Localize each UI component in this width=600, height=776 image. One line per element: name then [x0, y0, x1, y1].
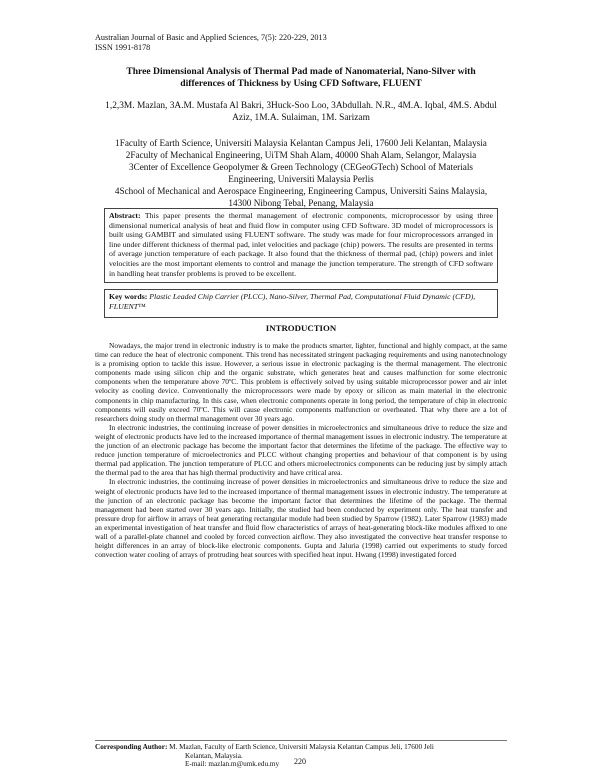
abstract-label: Abstract:	[109, 211, 141, 220]
body-paragraph: Nowadays, the major trend in electronic industry is to make the products smarter, lighter, functional and highly compact, at the same time can reduce the heat of electronic component. This trend has necessitated stringent packaging requirements and using nanotechnology is a promising option to tackle this issue. However, a serious issue in electronic packaging is the thermal management. The electronic components made using silicon chip and the organic substrate, which generates heat and causes malfunction for some electronic components when the temperature above 70ºC. This problem is effectively solved by using suitable microprocessor power and air inlet velocity as cooling device. Conventionally the microprocessors were made by epoxy or silicon as main material in the electronic components in chip manufacturing. In this case, when electronic components operate in long period, the temperature of chip in electronic components will easily exceed 70ºC. This will cause electronic components malfunction or overheated. That why there are a lot of researchers doing study on thermal management over 30 years ago.	[95, 341, 507, 423]
affiliation-line: 14300 Nibong Tebal, Penang, Malaysia	[228, 198, 374, 208]
abstract-box	[104, 208, 498, 283]
journal-issn: ISSN 1991-8178	[95, 43, 151, 52]
keywords-box	[104, 289, 498, 318]
affiliation-line: 1Faculty of Earth Science, Universiti Malaysia Kelantan Campus Jeli, 17600 Jeli Kelantan, Malaysia	[115, 138, 487, 148]
page-number: 220	[294, 757, 306, 766]
footnote-divider	[95, 740, 507, 741]
authors-line-1: 1,2,3M. Mazlan, 3A.M. Mustafa Al Bakri, 3Huck-Soo Loo, 3Abdullah. N.R., 4M.A. Iqbal, 4M.S. Abdul	[105, 101, 497, 111]
abstract-text: This paper presents the thermal management of electronic components, microprocessor by using three dimensional numerical analysis of heat and fluid flow in computer using CFD Software. 3D model of microprocessors is built using GAMBIT and simulated using FLUENT software. The study was made for four microprocessors arranged in line under different thickness of thermal pad, inlet velocities and package (chip) powers. The results are presented in terms of average junction temperature of each package. It also found that the thickness of thermal pad, (chip) powers and inlet velocities are the most important elements to control and manage the junction temperature. The strength of CFD software in handling heat transfer problems is proved to be excellent.	[109, 211, 493, 278]
title-line-2: differences of Thickness by Using CFD Software, FLUENT	[180, 77, 422, 89]
keywords-label: Key words:	[109, 292, 148, 301]
affiliation-line: 3Center of Excellence Geopolymer & Green Technology (CEGeoGTech) School of Materials	[129, 162, 473, 172]
body-paragraph: In electronic industries, the continuing increase of power densities in microelectronics and simultaneous drive to reduce the size and weight of electronic products have led to the increased importance of thermal management issues in electronic industry. The temperature at the junction of an electronic package has become the important factor that determines the lifetime of the package. The thermal management had been started over 30 years ago. Initially, the studied had been conducted by experiment only. The heat transfer and pressure drop for airflow in arrays of heat generating rectangular module had been studied by Sparrow (1982). Later Sparrow (1983) made an experimental investigation of heat transfer and fluid flow characteristics of arrays of heat-generating block-like modules affixed to one wall of a parallel-plate channel and cooled by forced convection airflow. They also investigated the convective heat transfer response to height differences in an array of block-like electronic components. Gupta and Jaluria (1998) carried out experiments to study forced convection water cooling of arrays of protruding heat sources with specified heat input. Hwang (1998) investigated forced	[95, 477, 507, 560]
keywords-text: Plastic Leaded Chip Carrier (PLCC), Nano-Silver, Thermal Pad, Computational Fluid Dynamic (CFD), FLUENT™	[109, 292, 476, 311]
title-line-1: Three Dimensional Analysis of Thermal Pad made of Nanomaterial, Nano-Silver with	[126, 66, 476, 77]
authors-line-2: Aziz, 1M.A. Sulaiman, 1M. Sarizam	[232, 113, 370, 123]
journal-citation: Australian Journal of Basic and Applied Sciences, 7(5): 220-229, 2013	[95, 33, 327, 42]
affiliation-list	[95, 137, 507, 209]
affiliation-line: 2Faculty of Mechanical Engineering, UiTM Shah Alam, 40000 Shah Alam, Selangor, Malaysia	[125, 150, 477, 160]
body-paragraph: In electronic industries, the continuing increase of power densities in microelectronics and simultaneous drive to reduce the size and weight of electronic products have led to the increased importance of thermal management issues in electronic industry. The temperature at the junction of an electronic package has become the important factor that determines the lifetime of the package. The effective way to reduce junction temperature of microelectronics and PLCC without changing properties and behaviour of that component is by using thermal pad application. The junction temperature of PLCC and others microelectronics components can be reducing just by simply attach the thermal pad to the area that has high thermal productivity and have critical area.	[95, 422, 507, 478]
author-list	[95, 100, 507, 124]
corresponding-author-label: Corresponding Author:	[95, 743, 168, 751]
corresponding-author-email: E-mail: mazlan.m@umk.edu.my	[185, 760, 280, 769]
affiliation-line: 4School of Mechanical and Aerospace Engineering, Engineering Campus, Universiti Sains Malaysia,	[114, 186, 488, 196]
affiliation-line: Engineering, Universiti Malaysia Perlis	[228, 174, 374, 184]
corresponding-author-line-2: Kelantan, Malaysia.	[185, 751, 243, 760]
section-heading-introduction: INTRODUCTION	[265, 323, 337, 333]
paper-title	[95, 66, 507, 89]
introduction-body	[95, 341, 507, 732]
corresponding-author-line-1: M. Mazlan, Faculty of Earth Science, Universiti Malaysia Kelantan Campus Jeli, 17600 Jeli	[169, 743, 434, 751]
journal-header	[95, 33, 327, 53]
